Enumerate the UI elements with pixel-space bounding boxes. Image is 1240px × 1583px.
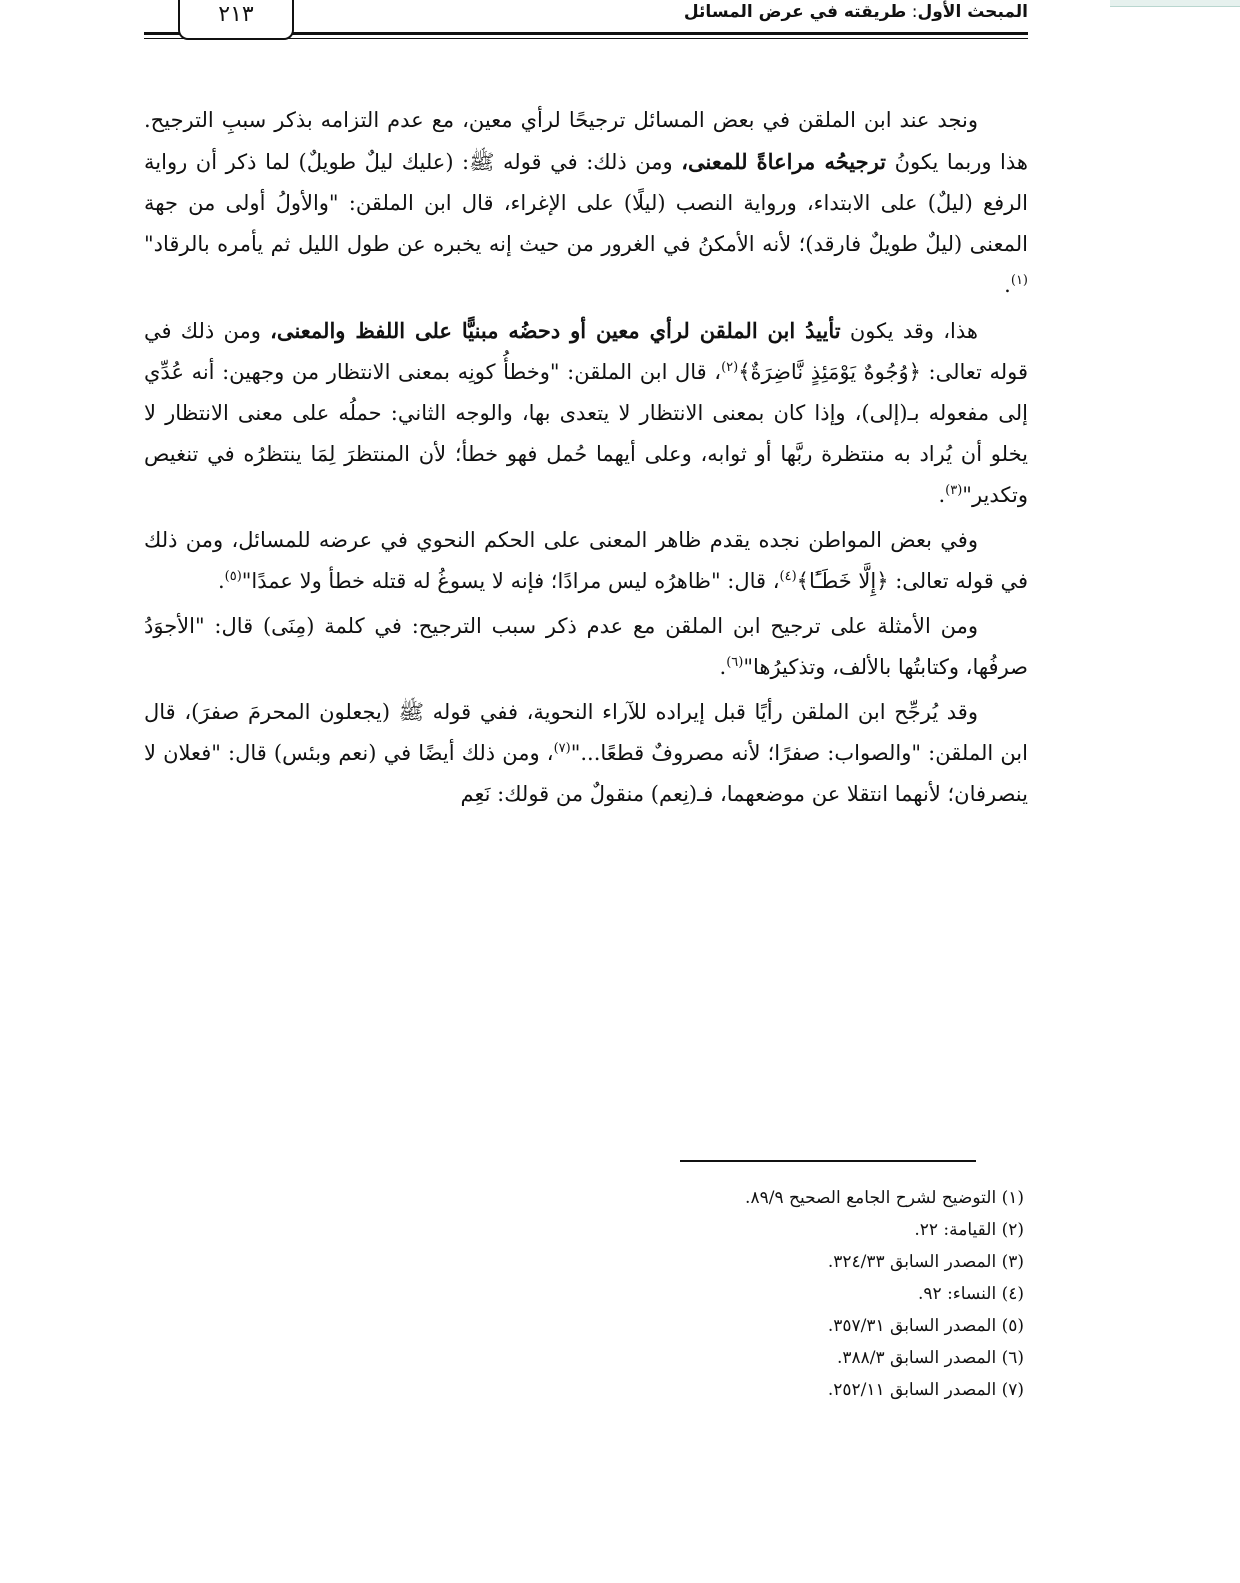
paragraph: هذا، وقد يكون تأييدُ ابن الملقن لرأي معين أو دحضُه مبنيًّا على اللفظ والمعنى، ومن ذلك في قوله تعالى: ﴿وُجُوهٌ يَوْمَئِذٍ نَّاضِرَةٌ﴾$^{(٢)}$، قال ابن الملقن: "وخطأُ كونِه بمعنى الانتظار من وجهين: أنه عُدِّي إلى مفعوله بـ(إلى)، وإذا كان بمعنى الانتظار لا يتعدى بها، والوجه الثاني: حملُه على معنى الانتظار لا يخلو أن يُراد به منتظرة ربَّها أو ثوابه، وعلى أيهما حُمل فهو خطأ؛ لأن المنتظرَ لِمَا ينتظرُه في تنغيص وتكدير"$^{(٣)}$. (144, 318, 1028, 507)
footnote-ref[interactable]: (٧) (553, 741, 571, 756)
footnote: (٣) المصدر السابق ٣٢٤/٣٣. (827, 1252, 1024, 1272)
title-separator: : (906, 2, 918, 22)
footnote-ref[interactable]: (٦) (726, 655, 744, 670)
page-corner-tab (1110, 0, 1240, 7)
paragraph: ونجد عند ابن الملقن في بعض المسائل ترجيحًا لرأي معين، مع عدم التزامه بذكر سببِ الترجيح. هذا وربما يكونُ ترجيحُه مراعاةً للمعنى، ومن ذلك: في قوله ﷺ: (عليك ليلٌ طويلٌ) لما ذكر أن رواية الرفع (ليلٌ) على الابتداء، ورواية النصب (ليلًا) على الإغراء، قال ابن الملقن: "والأولُ أولى من جهة المعنى (ليلٌ طويلٌ فارقد)؛ لأنه الأمكنُ في الغرور من حيث إنه يخبره عن طول الليل ثم يأمره بالرقاد"$^{(١)}$. (144, 108, 1028, 297)
footnote: (٢) القيامة: ٢٢. (914, 1220, 1024, 1240)
footnote-ref[interactable]: (٤) (779, 569, 797, 584)
paragraph: وقد يُرجِّح ابن الملقن رأيًا قبل إيراده للآراء النحوية، ففي قوله ﷺ (يجعلون المحرمَ صفرَ)، قال ابن الملقن: "والصواب: صفرًا؛ لأنه مصروفٌ قطعًا..."$^{(٧)}$، ومن ذلك أيضًا في (نعم وبئس) قال: "فعلان لا ينصرفان؛ لأنهما انتقلا عن موضعهما، فـ(نِعم) منقولٌ من قولك: نَعِم (144, 700, 1028, 806)
page-number: ٢١٣ (178, 0, 294, 40)
body-text (144, 100, 1028, 815)
footnote: (١) التوضيح لشرح الجامع الصحيح ٨٩/٩. (745, 1188, 1024, 1208)
paragraph: ومن الأمثلة على ترجيح ابن الملقن مع عدم ذكر سبب الترجيح: في كلمة (مِنَى) قال: "الأجوَدُ صرفُها، وكتابتُها بالألف، وتذكيرُها"$^{(٦)}$. (144, 614, 1028, 679)
footnote: (٧) المصدر السابق ٢٥٢/١١. (827, 1380, 1024, 1400)
emphasis: تأييدُ ابن الملقن لرأي معين أو دحضُه مبنيًّا على اللفظ والمعنى، (270, 318, 841, 343)
footnote-ref[interactable]: (٥) (224, 569, 242, 584)
emphasis: ترجيحُه مراعاةً للمعنى، (681, 149, 887, 174)
section-label: المبحث الأول (917, 2, 1028, 22)
footnote-ref[interactable]: (٣) (945, 483, 963, 498)
page-header (144, 0, 1028, 44)
section-title: طريقته في عرض المسائل (683, 2, 907, 22)
running-title (684, 2, 1028, 22)
footnote: (٦) المصدر السابق ٣٨٨/٣. (836, 1348, 1024, 1368)
footnote-ref[interactable]: (٢) (721, 360, 739, 375)
footnotes (600, 1182, 1024, 1406)
paragraph: وفي بعض المواطن نجده يقدم ظاهر المعنى على الحكم النحوي في عرضه للمسائل، ومن ذلك في قوله تعالى: ﴿إِلَّا خَطَـًٔا﴾$^{(٤)}$، قال: "ظاهرُه ليس مرادًا؛ فإنه لا يسوغُ له قتله خطأ ولا عمدًا"$^{(٥)}$. (144, 528, 1028, 593)
footnote-separator (680, 1160, 976, 1162)
footnote: (٥) المصدر السابق ٣٥٧/٣١. (827, 1316, 1024, 1336)
footnote: (٤) النساء: ٩٢. (918, 1284, 1024, 1304)
footnote-ref[interactable]: (١) (1010, 273, 1028, 288)
